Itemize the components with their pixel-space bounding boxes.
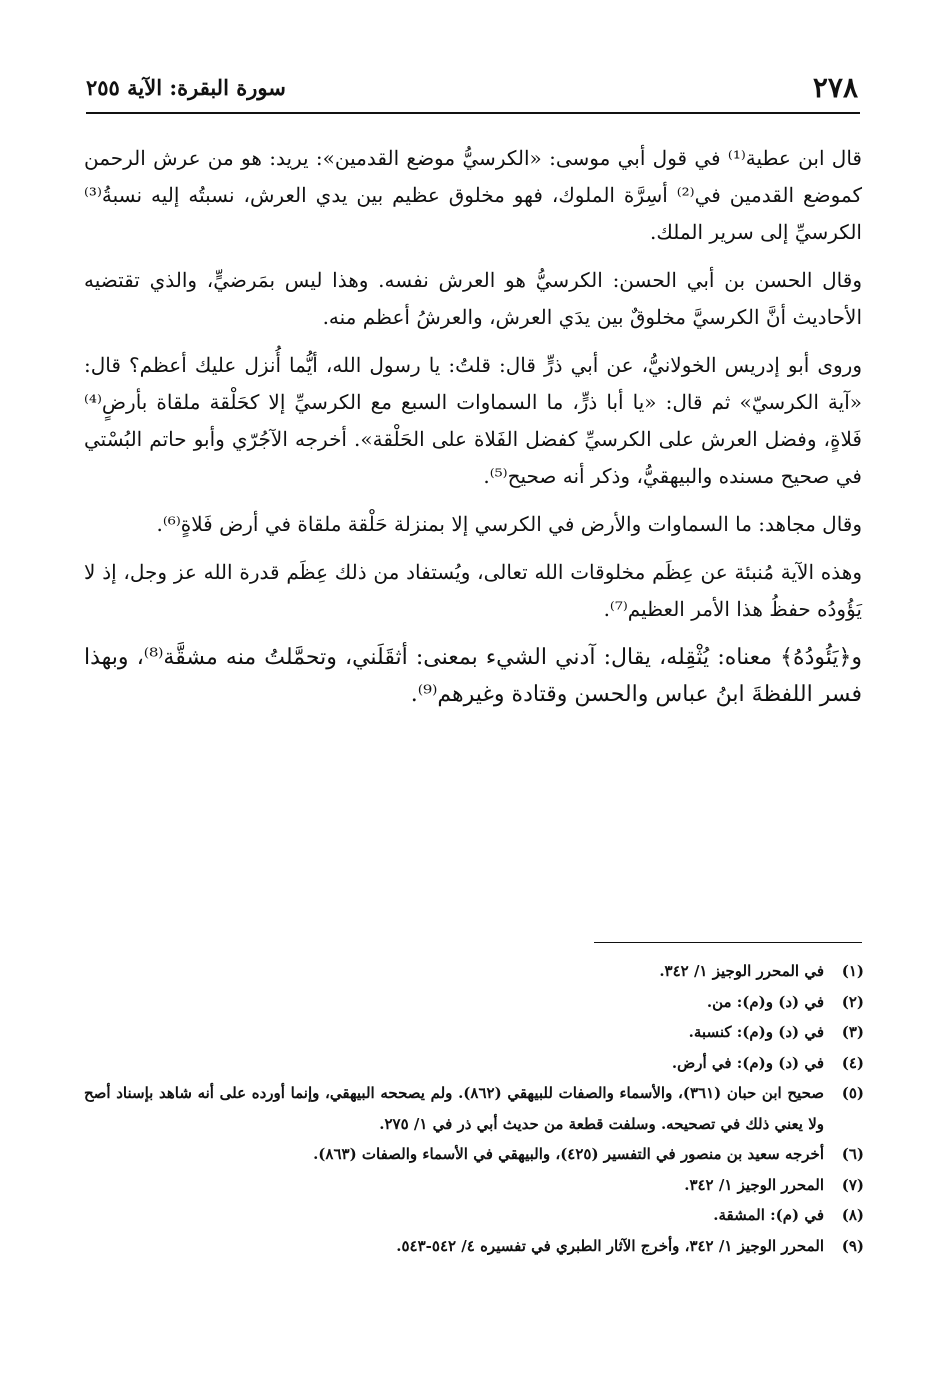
footnote-number: (٨) — [841, 1206, 864, 1224]
footnote-number: (٤) — [841, 1053, 864, 1072]
header-rule — [86, 112, 860, 114]
footnote-number: (٧) — [841, 1175, 864, 1194]
paragraph: وقال مجاهد: ما السماوات والأرض في الكرسي إلا بمنزلة حَلْقة ملقاة في أرض فَلاةٍ⁽⁶⁾. — [156, 512, 862, 536]
running-title: سورة البقرة: الآية ٢٥٥ — [86, 74, 286, 100]
footnote-number: (١) — [841, 962, 864, 980]
footnote — [84, 1139, 864, 1170]
footnote — [84, 1078, 864, 1139]
footnote — [84, 987, 864, 1018]
footnote-number: (٩) — [841, 1236, 864, 1255]
paragraph: قال ابن عطية⁽¹⁾ في قول أبي موسى: «الكرسيُّ موضع القدمين»: يريد: هو من عرش الرحمن كموضع القدمين في⁽²⁾ أسِرَّة الملوك، فهو مخلوق عظيم بين يدي العرش، نسبتُه إليه نسبةُ⁽³⁾ الكرسيِّ إلى سرير الملك. — [84, 146, 863, 244]
footnote-text: أخرجه سعيد بن منصور في التفسير (٤٢٥)، والبيهقي في الأسماء والصفات (٨٦٣). — [313, 1145, 824, 1163]
footnote-text: في المحرر الوجيز ١/ ٣٤٢. — [659, 962, 824, 980]
main-text — [84, 140, 862, 724]
footnote-text: صحيح ابن حبان (٣٦١)، والأسماء والصفات للبيهقي (٨٦٢). ولم يصححه البيهقي، وإنما أورده على أنه شاهد بإسناد أصح ولا يعني ذلك في تصحيحه. وسلفت قطعة من حديث أبي ذر في ١/ ٢٧٥. — [84, 1084, 824, 1133]
paragraph: وقال الحسن بن أبي الحسن: الكرسيُّ هو العرش نفسه. وهذا ليس بمَرضيٍّ، والذي تقتضيه الأحاديث أنَّ الكرسيَّ مخلوقٌ بين يدَي العرش، والعرشُ أعظم منه. — [84, 268, 862, 329]
footnote-text: المحرر الوجيز ١/ ٣٤٢. — [684, 1175, 824, 1194]
footnote-number: (٥) — [841, 1084, 864, 1102]
paragraph: وروى أبو إدريس الخولانيُّ، عن أبي ذرٍّ قال: قلتُ: يا رسول الله، أيُّما أُنزل عليك أعظم؟ قال: «آية الكرسيّ» ثم قال: «يا أبا ذرٍّ، ما السماوات السبع مع الكرسيِّ إلا كحَلْقة ملقاة بأرضٍ⁽⁴⁾ فَلاةٍ، وفضل العرش على الكرسيِّ كفضل الفَلاة على الحَلْقة». أخرجه الآجُرّي وأبو حاتم البُسْتي في صحيح مسنده والبيهقيُّ، وذكر أنه صحيح⁽⁵⁾. — [84, 353, 862, 488]
footnote — [84, 1048, 864, 1079]
paragraph: و﴿يَئُودُهُ﴾ معناه: يُثْقِله، يقال: آدني الشيء بمعنى: أثقَلَني، وتحمَّلتُ منه مشقَّة⁽⁸⁾، وبهذا فسر اللفظةَ ابنُ عباس والحسن وقتادة وغيرهم⁽⁹⁾. — [84, 645, 863, 707]
footnote-text: المحرر الوجيز ١/ ٣٤٢، وأخرج الآثار الطبري في تفسيره ٤/ ٥٤٢-٥٤٣. — [396, 1236, 824, 1255]
footnote — [84, 1200, 864, 1231]
footnote-number: (٢) — [841, 992, 864, 1011]
page-header — [86, 72, 858, 102]
footnotes — [84, 956, 864, 1261]
footnote — [84, 1170, 864, 1201]
footnote-number: (٣) — [841, 1023, 864, 1041]
footnote — [84, 956, 864, 987]
footnote-text: في (د) و(م): كنسبة. — [688, 1023, 824, 1041]
footnote-text: في (د) و(م): من. — [706, 992, 824, 1011]
footnote-separator — [594, 942, 862, 943]
page-number: ٢٧٨ — [812, 70, 858, 104]
footnote — [84, 1231, 864, 1262]
footnote — [84, 1017, 864, 1048]
footnote-text: في (د) و(م): في أرض. — [671, 1053, 824, 1072]
paragraph: وهذه الآية مُنبئة عن عِظَم مخلوقات الله تعالى، ويُستفاد من ذلك عِظَم قدرة الله عز وجل، إذ لا يَؤُودُه حفظُ هذا الأمر العظيم⁽⁷⁾. — [84, 560, 862, 621]
footnote-number: (٦) — [841, 1145, 864, 1163]
footnote-text: في (م): المشقة. — [713, 1206, 824, 1224]
